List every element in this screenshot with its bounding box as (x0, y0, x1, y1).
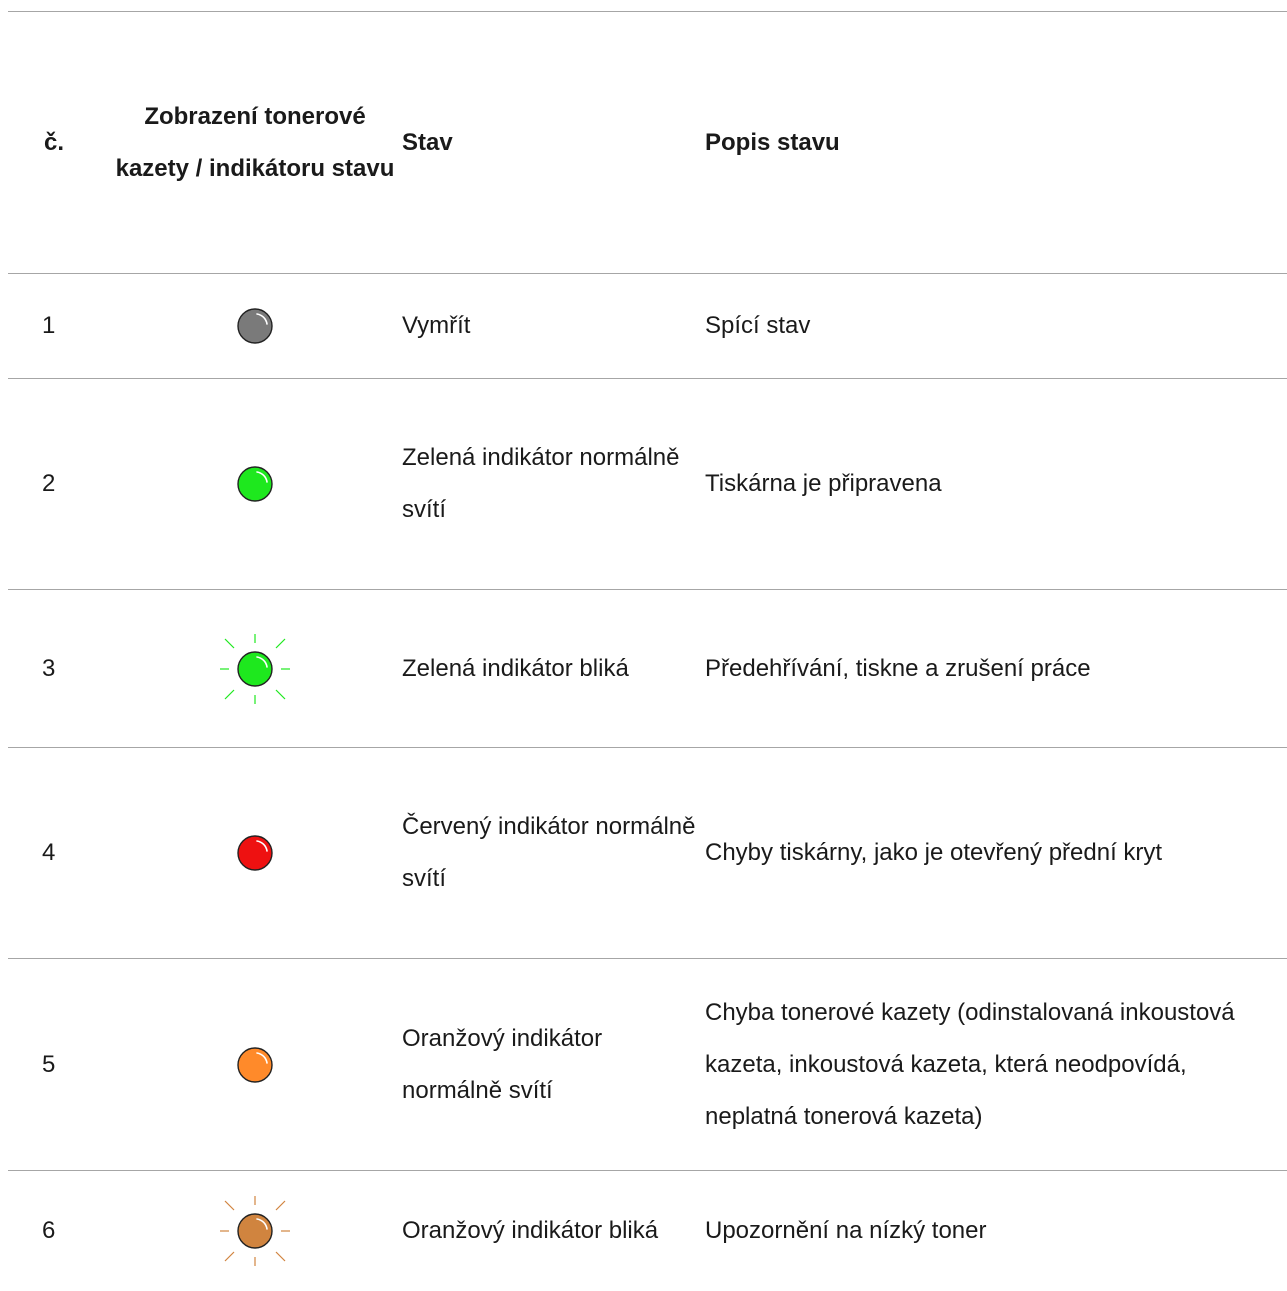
table-row (8, 747, 1287, 958)
red-led-on-icon (215, 813, 295, 893)
row-state: Zelená indikátor normálně svítí (402, 444, 680, 523)
row-num: 5 (42, 1050, 56, 1078)
row-state: Červený indikátor normálně svítí (402, 813, 696, 892)
table-row (8, 589, 1287, 747)
table-row (8, 273, 1287, 378)
header-description: Popis stavu (705, 128, 840, 156)
indicator-cell (110, 1191, 400, 1271)
orange-led-blinking-icon (215, 1191, 295, 1271)
header-state: Stav (402, 128, 453, 156)
row-state: Zelená indikátor bliká (402, 654, 629, 682)
gray-led-off-icon (215, 286, 295, 366)
row-description: Upozornění na nízký toner (705, 1217, 987, 1244)
row-description: Chyby tiskárny, jako je otevřený přední kryt (705, 839, 1163, 866)
row-state: Vymřít (402, 312, 471, 339)
row-state: Oranžový indikátor normálně svítí (402, 1024, 603, 1104)
green-led-on-icon (215, 444, 295, 524)
table-row (8, 958, 1287, 1170)
indicator-cell (110, 286, 400, 366)
table-header-row (8, 11, 1287, 273)
table-row (8, 378, 1287, 589)
row-num: 6 (42, 1217, 56, 1244)
row-description: Tiskárna je připravena (705, 470, 942, 497)
header-num: č. (44, 128, 65, 156)
row-num: 4 (42, 839, 56, 866)
row-num: 2 (42, 470, 56, 497)
row-num: 1 (42, 312, 56, 339)
row-num: 3 (42, 654, 56, 682)
green-led-blinking-icon (215, 629, 295, 709)
row-state: Oranžový indikátor bliká (402, 1217, 659, 1244)
indicator-cell (110, 444, 400, 524)
indicator-cell (110, 1025, 400, 1105)
row-description: Předehřívání, tiskne a zrušení práce (705, 654, 1091, 682)
status-indicator-table (8, 11, 1287, 1291)
indicator-cell (110, 629, 400, 709)
header-indicator: Zobrazení tonerové kazety / indikátoru stavu (115, 102, 395, 182)
row-description: Chyba tonerové kazety (odinstalovaná inkoustová kazeta, inkoustová kazeta, která neodpovídá, neplatná tonerová kazeta) (705, 998, 1235, 1130)
orange-led-on-icon (215, 1025, 295, 1105)
table-row (8, 1170, 1287, 1291)
row-description: Spící stav (705, 312, 811, 339)
indicator-cell (110, 813, 400, 893)
